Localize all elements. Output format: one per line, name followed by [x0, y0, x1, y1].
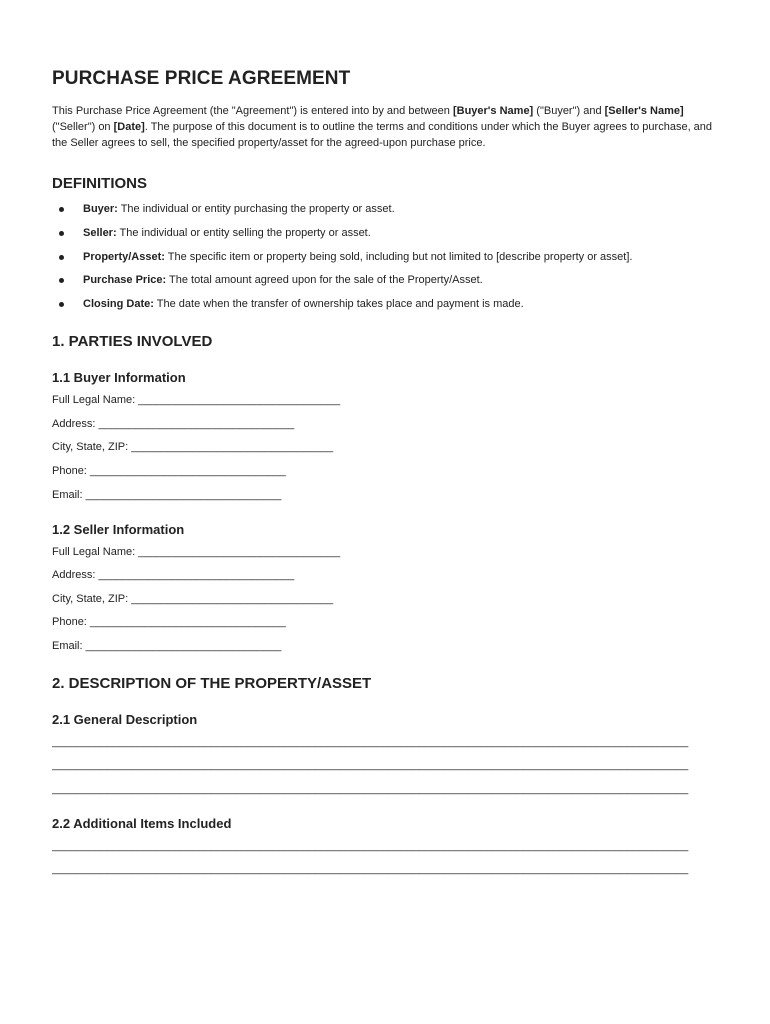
intro-text-2: ("Buyer") and	[533, 105, 605, 117]
seller-address-field: Address: ________________________________	[52, 569, 295, 582]
definition-text: The individual or entity selling the property or asset.	[116, 226, 371, 239]
definition-item	[52, 202, 718, 216]
definition-text: The specific item or property being sold, including but not limited to [describe property or asset].	[164, 250, 633, 263]
definition-term: Buyer:	[83, 203, 118, 215]
blank-line: ________________________________________________________________________________________________________	[52, 863, 689, 876]
bullet-icon	[59, 302, 64, 307]
buyer-address-field: Address: ________________________________	[52, 417, 295, 430]
blank-line: ________________________________________________________________________________________________________	[52, 759, 689, 772]
definitions-heading: DEFINITIONS	[52, 175, 148, 192]
definition-term: Property/Asset:	[83, 250, 165, 263]
seller-info-heading: 1.2 Seller Information	[52, 521, 185, 537]
document-title: PURCHASE PRICE AGREEMENT	[52, 68, 351, 89]
buyer-name-placeholder: [Buyer's Name]	[452, 105, 534, 117]
general-description-heading: 2.1 General Description	[52, 711, 198, 727]
intro-text-4: . The purpose of this document is to outline the terms and conditions under which the Buyer agrees to purchase, and the Seller agrees to sell, the specified property/asset for the agreed-upon purchase price.	[52, 121, 713, 149]
buyer-city-state-zip-field: City, State, ZIP: _________________________________	[52, 441, 334, 454]
definitions-list	[52, 202, 718, 311]
definition-item	[52, 273, 718, 287]
intro-text-3: ("Seller") on	[52, 121, 114, 133]
bullet-icon	[59, 207, 64, 212]
date-placeholder: [Date]	[113, 121, 145, 133]
blank-line: ________________________________________________________________________________________________________	[52, 839, 689, 852]
seller-full-name-field: Full Legal Name: _________________________________	[52, 545, 341, 558]
buyer-phone-field: Phone: ________________________________	[52, 464, 286, 477]
definition-item	[52, 250, 718, 264]
definition-item	[52, 297, 718, 311]
section-1-heading: 1. PARTIES INVOLVED	[52, 333, 213, 351]
intro-text-1: This Purchase Price Agreement (the "Agreement") is entered into by and between	[52, 105, 453, 117]
definition-text: The individual or entity purchasing the property or asset.	[117, 203, 395, 215]
buyer-info-heading: 1.1 Buyer Information	[52, 370, 186, 386]
section-2-heading: 2. DESCRIPTION OF THE PROPERTY/ASSET	[52, 674, 372, 692]
buyer-full-name-field: Full Legal Name: _________________________________	[52, 394, 341, 407]
intro-paragraph	[52, 103, 716, 151]
seller-phone-field: Phone: ________________________________	[52, 616, 286, 629]
definition-term: Seller:	[83, 226, 117, 239]
bullet-icon	[59, 278, 64, 283]
definition-item	[52, 226, 718, 240]
seller-name-placeholder: [Seller's Name]	[604, 105, 684, 117]
bullet-icon	[59, 231, 64, 236]
definition-text: The date when the transfer of ownership takes place and payment is made.	[153, 298, 524, 311]
blank-line: ________________________________________________________________________________________________________	[52, 735, 689, 748]
additional-items-heading: 2.2 Additional Items Included	[52, 815, 232, 831]
definition-text: The total amount agreed upon for the sale of the Property/Asset.	[166, 274, 483, 287]
definition-term: Purchase Price:	[83, 274, 167, 287]
seller-email-field: Email: ________________________________	[52, 639, 282, 652]
definition-term: Closing Date:	[83, 298, 154, 311]
blank-line: ________________________________________________________________________________________________________	[52, 782, 689, 795]
bullet-icon	[59, 255, 64, 260]
buyer-email-field: Email: ________________________________	[52, 488, 282, 501]
seller-city-state-zip-field: City, State, ZIP: _________________________________	[52, 592, 334, 605]
